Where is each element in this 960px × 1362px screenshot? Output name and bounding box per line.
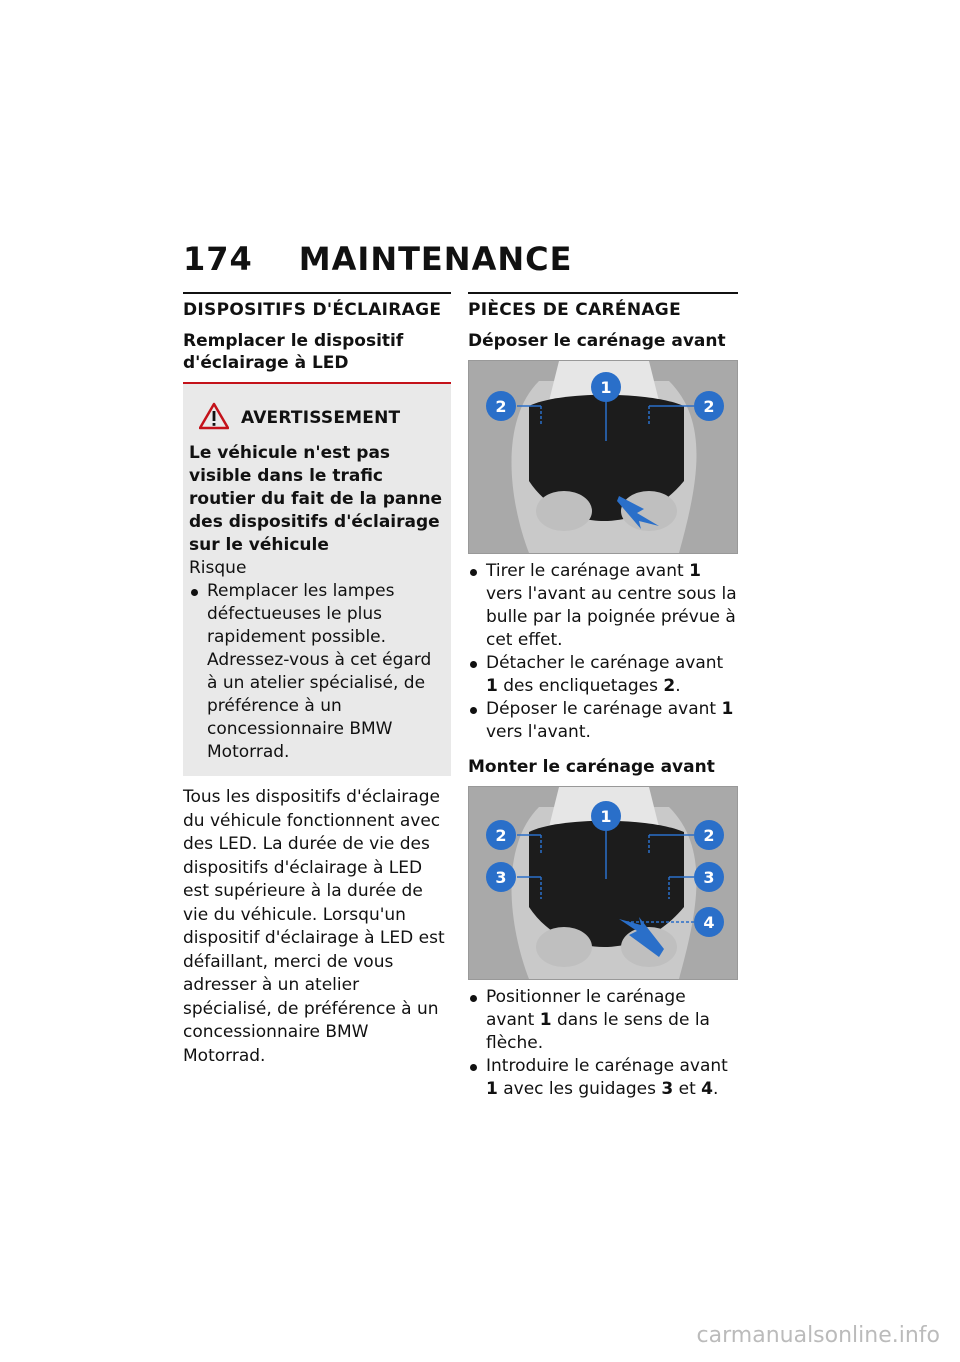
svg-text:3: 3: [703, 868, 715, 887]
warning-header: [189, 402, 443, 434]
subsection-title-remove: Déposer le carénage avant: [468, 331, 726, 351]
figure-install-illustration: [469, 787, 737, 979]
subsection-title-led: Remplacer le dispositif d'éclairage à LED: [183, 331, 404, 373]
callout-3-left: [486, 862, 516, 892]
page-number: 174: [183, 240, 253, 278]
remove-steps: [468, 560, 738, 744]
section-title-lighting: DISPOSITIFS D'ÉCLAIRAGE: [183, 300, 442, 320]
svg-text:4: 4: [703, 913, 715, 932]
svg-text:2: 2: [703, 826, 715, 845]
figure-install-fairing: [468, 786, 738, 980]
callout-4: [694, 907, 724, 937]
remove-step-3: Déposer le carénage avant 1 vers l'avant.: [468, 698, 738, 744]
svg-text:1: 1: [600, 807, 612, 826]
page-header: [183, 240, 572, 278]
svg-text:3: 3: [495, 868, 507, 887]
section-rule: [183, 292, 451, 294]
svg-text:2: 2: [495, 826, 507, 845]
figure-remove-fairing: [468, 360, 738, 554]
left-column: [183, 292, 451, 1068]
right-column: [468, 292, 738, 1101]
install-step-2: Introduire le carénage avant 1 avec les guidages 3 et 4.: [468, 1055, 738, 1101]
callout-2-left: [486, 391, 516, 421]
callout-1: [591, 801, 621, 831]
svg-text:1: 1: [600, 378, 612, 397]
section-title-fairing: PIÈCES DE CARÉNAGE: [468, 300, 681, 320]
warning-action-item: Remplacer les lampes défectueuses le plus rapidement possible. Adressez-vous à cet égard à un atelier spécialisé, de préférence à un concessionnaire BMW Motorrad.: [189, 580, 443, 764]
svg-text:2: 2: [703, 397, 715, 416]
watermark: carmanualsonline.info: [696, 1323, 940, 1348]
chapter-title: MAINTENANCE: [298, 240, 573, 278]
warning-title: Le véhicule n'est pas visible dans le trafic routier du fait de la panne des dispositifs d'éclairage sur le véhicule: [189, 443, 443, 555]
remove-step-2: Détacher le carénage avant 1 des encliquetages 2.: [468, 652, 738, 698]
warning-risk: Risque: [189, 558, 247, 578]
warning-box: [183, 382, 451, 776]
section-rule: [468, 292, 738, 294]
callout-2-left: [486, 820, 516, 850]
callout-2-right: [694, 391, 724, 421]
svg-text:2: 2: [495, 397, 507, 416]
install-step-1: Positionner le carénage avant 1 dans le sens de la flèche.: [468, 986, 738, 1055]
warning-actions: [189, 580, 443, 764]
subsection-title-install: Monter le carénage avant: [468, 757, 715, 777]
warning-triangle-icon: [199, 402, 241, 434]
remove-step-1: Tirer le carénage avant 1 vers l'avant au centre sous la bulle par la poignée prévue à cet effet.: [468, 560, 738, 652]
led-body-text: Tous les dispositifs d'éclairage du véhicule fonctionnent avec des LED. La durée de vie des dispositifs d'éclairage à LED est supérieure à la durée de vie du véhicule. Lorsqu'un dispositif d'éclairage à LED est défaillant, merci de vous adresser à un atelier spécialisé, de préférence à un concessionnaire BMW Motorrad.: [183, 787, 445, 1066]
warning-label: AVERTISSEMENT: [241, 408, 401, 428]
callout-3-right: [694, 862, 724, 892]
callout-2-right: [694, 820, 724, 850]
figure-remove-illustration: [469, 361, 737, 553]
install-steps: [468, 986, 738, 1101]
callout-1: [591, 372, 621, 402]
